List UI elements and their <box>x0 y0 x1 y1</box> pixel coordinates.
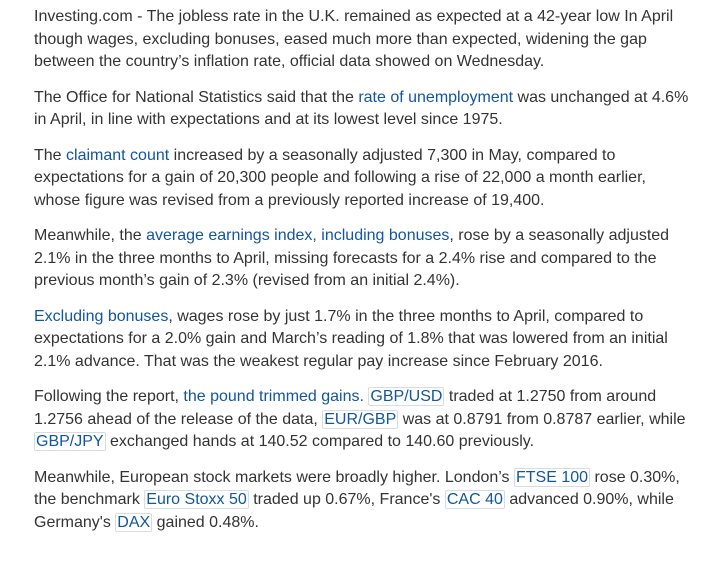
paragraph-text: increased by a seasonally adjusted 7,300 in May, compared to expectations for a gain of 20,300 people and following a rise of 22,000 a month earlier, whose figure was revised from a previously reported increase of 19,400. <box>34 146 646 209</box>
paragraph-text: - The jobless rate in the U.K. remained as expected at a 42-year low In April though wages, excluding bonuses, eased much more than expected, widening the gap between the country’s inflation rate, official data showed on Wednesday. <box>34 8 674 70</box>
pound-trimmed-gains-link[interactable]: the pound trimmed gains. <box>183 388 364 405</box>
ftse-100-link[interactable]: FTSE 100 <box>515 468 589 486</box>
paragraph-stock-markets <box>34 467 693 535</box>
paragraph-text: Following the report, <box>34 388 184 405</box>
gbp-jpy-link[interactable]: GBP/JPY <box>36 433 104 450</box>
paragraph-unemployment <box>34 87 693 132</box>
paragraph-text: Meanwhile, European stock markets were broadly higher. London’s <box>34 468 514 486</box>
cac-40-link[interactable]: CAC 40 <box>446 491 503 508</box>
eur-gbp-link[interactable]: EUR/GBP <box>324 410 397 428</box>
paragraph-text: rose 0.30%, the benchmark <box>34 468 680 508</box>
gbp-usd-link[interactable]: GBP/USD <box>370 388 443 405</box>
dax-link[interactable]: DAX <box>117 513 151 531</box>
rate-of-unemployment-link[interactable]: rate of unemployment <box>358 88 514 106</box>
paragraph-text: , wages rose by just 1.7% in the three months to April, compared to expectations for a 2.0% gain and March’s reading of 1.8% that was lowered from an initial 2.1% advance. That was the weakest regular pay increase since February 2016. <box>34 307 668 370</box>
paragraph-text: Meanwhile, the <box>34 227 147 244</box>
paragraph-text: was unchanged at 4.6% in April, in line with expectations and at its lowest level since 1975. <box>34 88 689 128</box>
paragraph-average-earnings <box>34 225 693 293</box>
paragraph-text: gained 0.48%. <box>152 513 259 531</box>
average-earnings-link[interactable]: average earnings index, including bonuses <box>146 227 450 244</box>
claimant-count-link[interactable]: claimant count <box>66 146 170 164</box>
paragraph-text: was at 0.8791 from 0.8787 earlier, while <box>398 410 686 428</box>
paragraph-text: exchanged hands at 140.52 compared to 140.60 previously. <box>105 433 535 450</box>
source-label: Investing.com <box>34 8 133 25</box>
paragraph-text: traded up 0.67%, France's <box>248 491 445 508</box>
euro-stoxx-50-link[interactable]: Euro Stoxx 50 <box>146 491 247 508</box>
paragraph-intro <box>34 6 693 74</box>
paragraph-text: advanced 0.90%, while Germany's <box>34 491 674 531</box>
paragraph-text: The Office for National Statistics said that the <box>34 88 359 106</box>
excluding-bonuses-link[interactable]: Excluding bonuses <box>34 307 169 325</box>
paragraph-text: The <box>34 146 67 164</box>
paragraph-text: , rose by a seasonally adjusted 2.1% in the three months to April, missing forecasts for a 2.4% rise and compared to the previous month’s gain of 2.3% (revised from an initial 2.4%). <box>34 227 670 289</box>
paragraph-claimant-count <box>34 145 693 213</box>
paragraph-excluding-bonuses <box>34 306 693 374</box>
paragraph-currency <box>34 386 693 454</box>
paragraph-text: traded at 1.2750 from around 1.2756 ahead of the release of the data, <box>34 388 657 428</box>
